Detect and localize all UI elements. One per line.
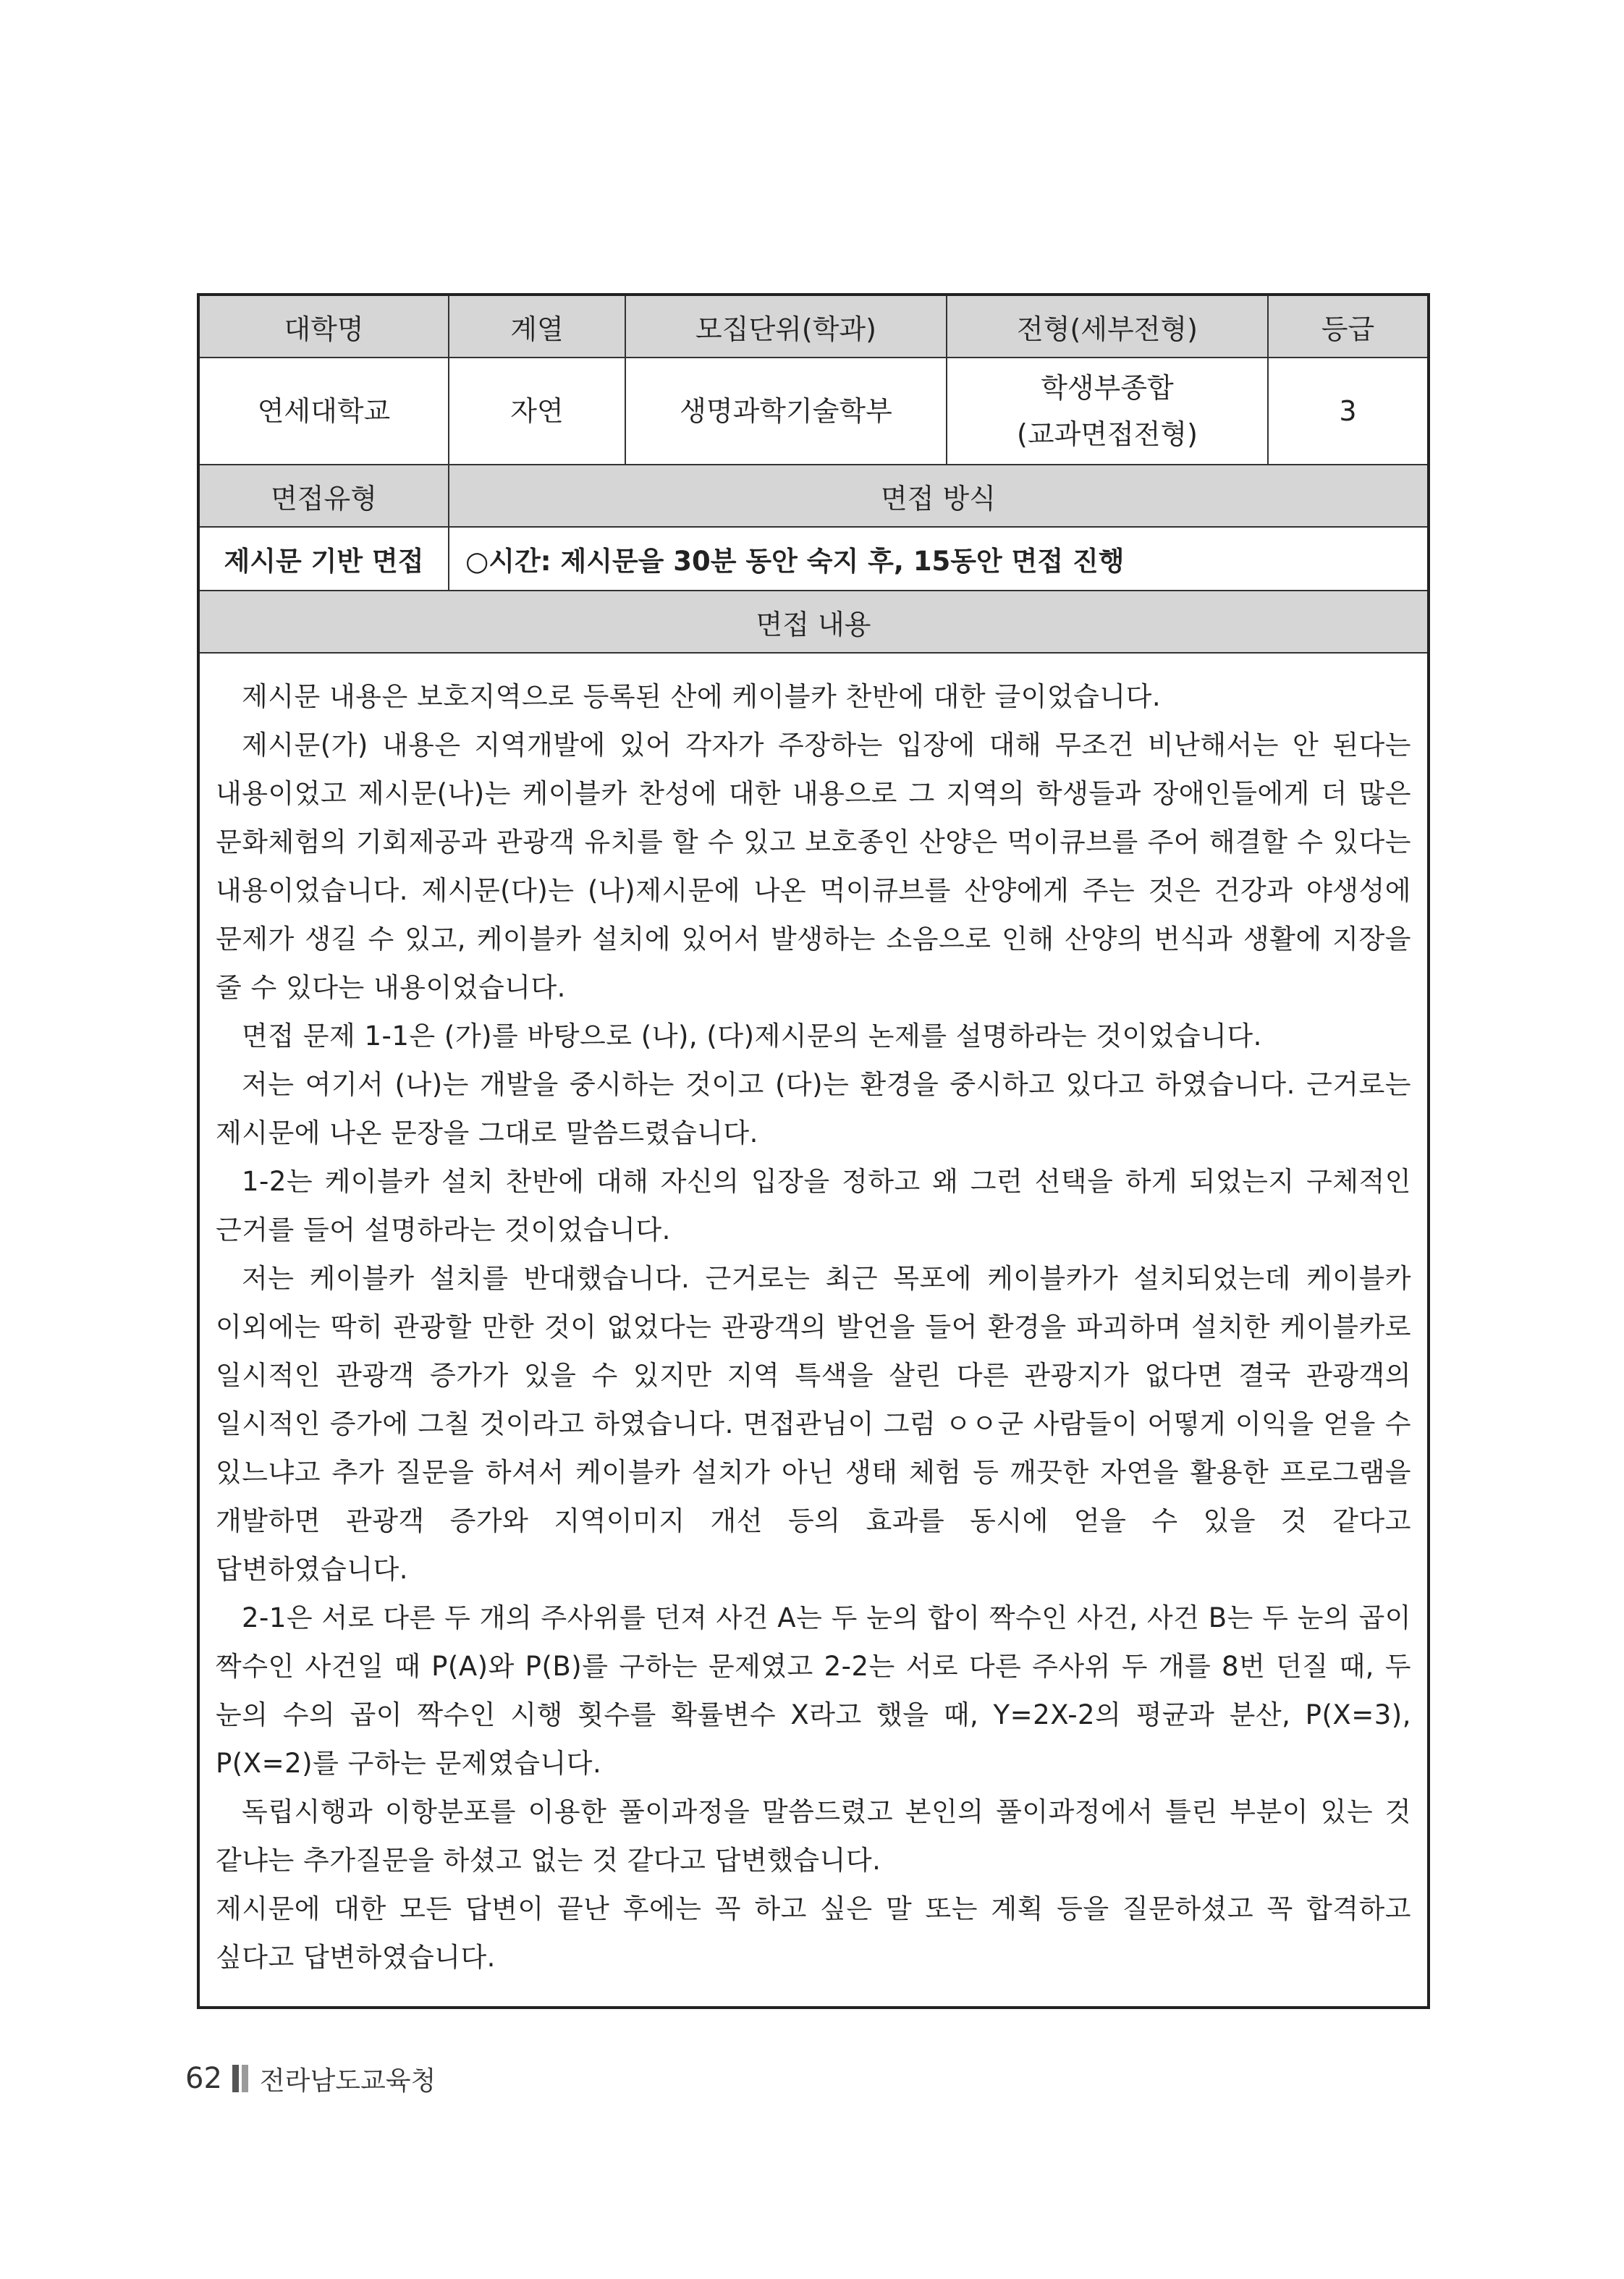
content-row [198,653,1429,2008]
data-row [198,358,1429,465]
header-department: 모집단위(학과) [625,295,947,358]
paragraph: 독립시행과 이항분포를 이용한 풀이과정을 말씀드렸고 본인의 풀이과정에서 틀린 부분이 있는 것 같냐는 추가질문을 하셨고 없는 것 같다고 답변했습니다. [216,1796,1411,1876]
page-number: 62 [185,2062,222,2095]
paragraph: 1-2는 케이블카 설치 찬반에 대해 자신의 입장을 정하고 왜 그런 선택을 하게 되었는지 구체적인 근거를 들어 설명하라는 것이었습니다. [216,1166,1411,1246]
paragraph: 면접 문제 1-1은 (가)를 바탕으로 (나), (다)제시문의 논제를 설명하라는 것이었습니다. [242,1020,1262,1052]
publisher-name: 전라남도교육청 [259,2066,436,2096]
admission-line1: 학생부종합 [1041,372,1174,404]
paragraph: 제시문에 대한 모든 답변이 끝난 후에는 꼭 하고 싶은 말 또는 계획 등을 질문하셨고 꼭 합격하고 싶다고 답변하였습니다. [216,1893,1411,1973]
paragraph: 제시문 내용은 보호지역으로 등록된 산에 케이블카 찬반에 대한 글이었습니다. [242,681,1162,712]
content-body [198,653,1429,2008]
interview-method-header: 면접 방식 [449,465,1429,527]
interview-type-row [198,527,1429,591]
cell-grade: 3 [1268,358,1429,465]
interview-header-row [198,465,1429,527]
content-header: 면접 내용 [198,591,1429,653]
divider-bars-icon [232,2065,251,2092]
interview-method: ○시간: 제시문을 30분 동안 숙지 후, 15동안 면접 진행 [449,527,1429,591]
header-grade: 등급 [1268,295,1429,358]
header-admission: 전형(세부전형) [947,295,1268,358]
paragraph: 2-1은 서로 다른 두 개의 주사위를 던져 사건 A는 두 눈의 합이 짝수인 사건, 사건 B는 두 눈의 곱이 짝수인 사건일 때 P(A)와 P(B)를 구하는 문제였고 2-2는 서로 다른 주사위 두 개를 8번 던질 때, 두 눈의 수의 곱이 짝수인 시행 횟수를 확률변수 X라고 했을 때, Y=2X-2의 평균과 분산, P(X=3), P(X=2)를 구하는 문제였습니다. [216,1602,1411,1779]
cell-field: 자연 [449,358,625,465]
content-header-row [198,591,1429,653]
header-university: 대학명 [198,295,449,358]
cell-university: 연세대학교 [198,358,449,465]
page-footer [185,2057,436,2100]
paragraph: 저는 여기서 (나)는 개발을 중시하는 것이고 (다)는 환경을 중시하고 있다고 하였습니다. 근거로는 제시문에 나온 문장을 그대로 말씀드렸습니다. [216,1069,1411,1149]
interview-table [197,293,1430,2009]
header-field: 계열 [449,295,625,358]
interview-type-header: 면접유형 [198,465,449,527]
paragraph: 제시문(가) 내용은 지역개발에 있어 각자가 주장하는 입장에 대해 무조건 비난해서는 안 된다는 내용이었고 제시문(나)는 케이블카 찬성에 대한 내용으로 그 지역의 학생들과 장애인들에게 더 많은 문화체험의 기회제공과 관광객 유치를 할 수 있고 보호종인 산양은 먹이큐브를 주어 해결할 수 있다는 내용이었습니다. 제시문(다)는 (나)제시문에 나온 먹이큐브를 산양에게 주는 것은 건강과 야생성에 문제가 생길 수 있고, 케이블카 설치에 있어서 발생하는 소음으로 인해 산양의 번식과 생활에 지장을 줄 수 있다는 내용이었습니다. [216,730,1411,1003]
interview-type: 제시문 기반 면접 [198,527,449,591]
paragraph: 저는 케이블카 설치를 반대했습니다. 근거로는 최근 목포에 케이블카가 설치되었는데 케이블카 이외에는 딱히 관광할 만한 것이 없었다는 관광객의 발언을 들어 환경을 파괴하며 설치한 케이블카로 일시적인 관광객 증가가 있을 수 있지만 지역 특색을 살린 다른 관광지가 없다면 결국 관광객의 일시적인 증가에 그칠 것이라고 하였습니다. 면접관님이 그럼 ㅇㅇ군 사람들이 어떻게 이익을 얻을 수 있느냐고 추가 질문을 하셔서 케이블카 설치가 아닌 생태 체험 등 깨끗한 자연을 활용한 프로그램을 개발하면 관광객 증가와 지역이미지 개선 등의 효과를 동시에 얻을 수 있을 것 같다고 답변하였습니다. [216,1263,1411,1585]
admission-line2: (교과면접전형) [1017,418,1198,450]
cell-department: 생명과학기술학부 [625,358,947,465]
cell-admission [947,358,1268,465]
header-row [198,295,1429,358]
